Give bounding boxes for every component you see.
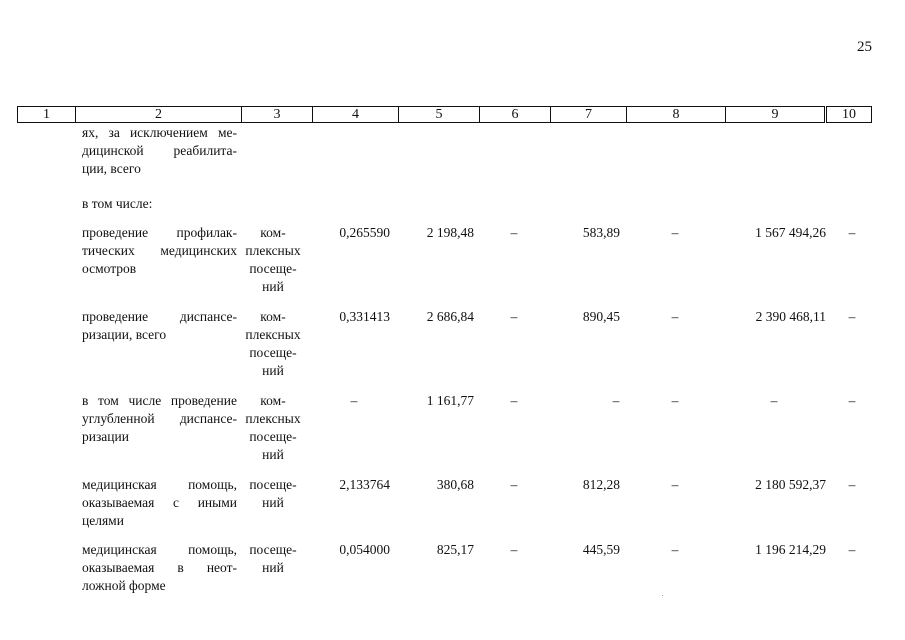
- cell-col-4: 2,133764: [339, 477, 390, 492]
- cell-col-5: 1 161,77: [426, 393, 474, 408]
- header-col-2: 2: [75, 106, 242, 123]
- unit-line: ний: [262, 560, 284, 575]
- cell-col-10: –: [848, 393, 856, 408]
- unit-line: посеще-: [249, 345, 297, 360]
- cell-col-10: –: [848, 477, 856, 492]
- cell-col-9: 1 567 494,26: [755, 225, 826, 240]
- cell-col-10: –: [848, 542, 856, 557]
- page-number: 25: [857, 39, 872, 55]
- desc-line: в том числе проведение: [82, 393, 237, 408]
- intro-line: дицинской реабилита-: [82, 143, 237, 158]
- row-unit: [240, 476, 306, 512]
- desc-line: медицинская помощь,: [82, 542, 237, 557]
- unit-line: ком-: [260, 393, 286, 408]
- desc-line: углубленной диспансе-: [82, 411, 237, 426]
- cell-col-9: 2 390 468,11: [755, 309, 826, 324]
- cell-col-7: 445,59: [582, 542, 620, 557]
- cell-col-5: 825,17: [436, 542, 474, 557]
- unit-line: ний: [262, 363, 284, 378]
- unit-line: ком-: [260, 225, 286, 240]
- unit-line: плексных: [245, 411, 301, 426]
- intro-text: [82, 124, 237, 178]
- unit-line: плексных: [245, 327, 301, 342]
- cell-col-6: –: [510, 477, 518, 492]
- row-description: [82, 541, 237, 595]
- header-col-7: 7: [550, 106, 627, 123]
- cell-col-9: –: [770, 393, 778, 408]
- row-description: [82, 308, 237, 344]
- scan-speck: [662, 595, 663, 596]
- cell-col-4: –: [350, 393, 358, 408]
- cell-col-7: –: [612, 393, 620, 408]
- desc-line: ризации, всего: [82, 327, 167, 342]
- header-col-6: 6: [479, 106, 551, 123]
- cell-col-8: –: [671, 309, 679, 324]
- row-unit: [240, 224, 306, 296]
- cell-col-4: 0,331413: [339, 309, 390, 324]
- unit-line: ком-: [260, 309, 286, 324]
- unit-line: ний: [262, 279, 284, 294]
- intro-line: ях, за исключением ме-: [82, 125, 237, 140]
- header-col-10: 10: [826, 106, 872, 123]
- desc-line: целями: [82, 513, 124, 528]
- header-col-4: 4: [312, 106, 399, 123]
- row-unit: [240, 392, 306, 464]
- desc-line: тических медицинских: [82, 243, 237, 258]
- cell-col-4: 0,265590: [339, 225, 390, 240]
- cell-col-4: 0,054000: [339, 542, 390, 557]
- cell-col-6: –: [510, 309, 518, 324]
- cell-col-9: 2 180 592,37: [755, 477, 826, 492]
- desc-line: оказываемая с иными: [82, 495, 237, 510]
- cell-col-7: 890,45: [582, 309, 620, 324]
- header-col-3: 3: [241, 106, 313, 123]
- header-col-5: 5: [398, 106, 480, 123]
- row-description: [82, 476, 237, 530]
- desc-line: проведение диспансе-: [82, 309, 237, 324]
- unit-line: посеще-: [249, 542, 297, 557]
- unit-line: посеще-: [249, 477, 297, 492]
- row-unit: [240, 308, 306, 380]
- intro-line: ции, всего: [82, 161, 141, 176]
- desc-line: ложной форме: [82, 578, 166, 593]
- cell-col-5: 2 686,84: [426, 309, 474, 324]
- desc-line: медицинская помощь,: [82, 477, 237, 492]
- header-col-9: 9: [725, 106, 825, 123]
- row-unit: [240, 541, 306, 577]
- unit-line: ний: [262, 495, 284, 510]
- unit-line: плексных: [245, 243, 301, 258]
- cell-col-8: –: [671, 542, 679, 557]
- unit-line: посеще-: [249, 429, 297, 444]
- table-header-row: [17, 106, 872, 123]
- cell-col-7: 583,89: [582, 225, 620, 240]
- desc-line: ризации: [82, 429, 129, 444]
- cell-col-6: –: [510, 542, 518, 557]
- header-col-8: 8: [626, 106, 726, 123]
- unit-line: ний: [262, 447, 284, 462]
- cell-col-6: –: [510, 225, 518, 240]
- cell-col-9: 1 196 214,29: [755, 542, 826, 557]
- cell-col-6: –: [510, 393, 518, 408]
- desc-line: осмотров: [82, 261, 137, 276]
- cell-col-8: –: [671, 393, 679, 408]
- desc-line: проведение профилак-: [82, 225, 237, 240]
- header-col-1: 1: [17, 106, 76, 123]
- cell-col-10: –: [848, 225, 856, 240]
- unit-line: посеще-: [249, 261, 297, 276]
- cell-col-5: 380,68: [436, 477, 474, 492]
- subheading: в том числе:: [82, 196, 153, 211]
- desc-line: оказываемая в неот-: [82, 560, 237, 575]
- cell-col-10: –: [848, 309, 856, 324]
- row-description: [82, 224, 237, 278]
- row-description: [82, 392, 237, 446]
- cell-col-7: 812,28: [582, 477, 620, 492]
- cell-col-8: –: [671, 477, 679, 492]
- cell-col-8: –: [671, 225, 679, 240]
- cell-col-5: 2 198,48: [426, 225, 474, 240]
